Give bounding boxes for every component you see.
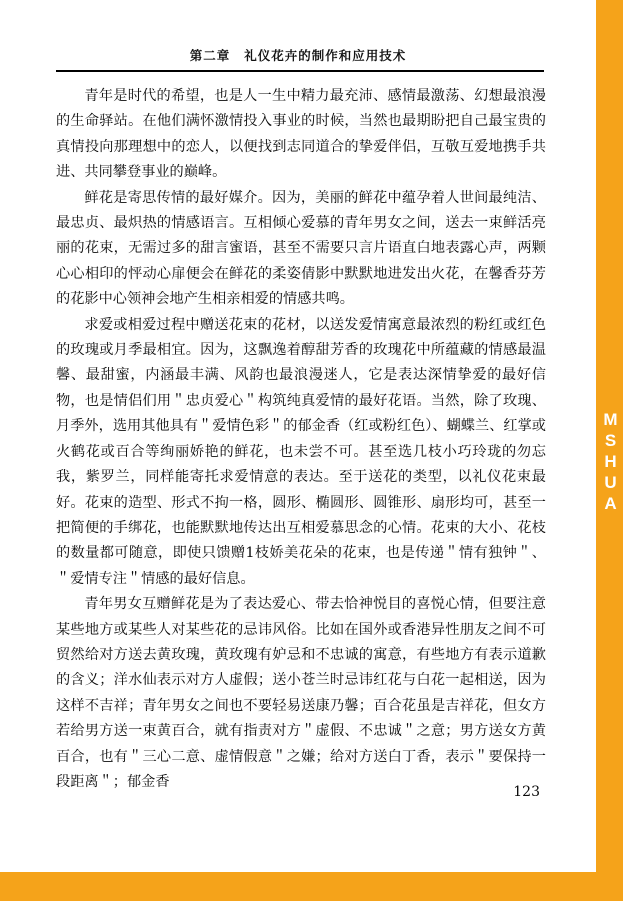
paragraph: 青年是时代的希望，也是人一生中精力最充沛、感情最激荡、幻想最浪漫的生命驿站。在他们满怀激情投入事业的时候，当然也最期盼把自己最宝贵的真情投向那理想中的恋人，以便找到志同道合的挚爱伴侣，互敬互爱地携手共进、共同攀登事业的巅峰。 xyxy=(56,88,546,181)
paragraph: 青年男女互赠鲜花是为了表达爱心、带去恰神悦目的喜悦心情，但要注意某些地方或某些人对某些花的忌讳风俗。比如在国外或香港异性朋友之间不可贸然给对方送去黄玫瑰，黄玫瑰有妒忌和不忠诚的寓意，有些地方有表示道歉的含义；洋水仙表示对方人虚假；送小苍兰时忌讳红花与白花一起相送，因为这样不吉祥；青年男女之间也不要轻易送康乃馨；百合花虽是吉祥花，但女方若给男方送一束黄百合，就有指责对方＂虚假、不忠诚＂之意；男方送女方黄百合，也有＂三心二意、虚情假意＂之嫌；给对方送白丁香，表示＂要保持一段距离＂；郁金香 xyxy=(56,596,546,790)
header-title: 礼仪花卉的制作和应用技术 xyxy=(244,48,407,63)
bottom-accent-band xyxy=(0,872,623,901)
page-number: 123 xyxy=(513,784,540,800)
running-header xyxy=(0,46,596,64)
header-rule xyxy=(56,70,544,72)
header-chapter: 第二章 xyxy=(189,48,231,63)
side-accent-strip xyxy=(596,0,623,901)
body-text xyxy=(56,84,546,795)
paragraph: 求爱或相爱过程中赠送花束的花材，以送发爱情寓意最浓烈的粉红或红色的玫瑰或月季最相宜。因为，这飘逸着醇甜芳香的玫瑰花中所蕴藏的情感最温馨、最甜蜜，内涵最丰满、风韵也最浪漫迷人，它是表达深情挚爱的最好信物，也是情侣们用＂忠贞爱心＂构筑纯真爱情的最好花语。当然，除了玫瑰、月季外，选用其他具有＂爱情色彩＂的郁金香（红或粉红色）、蝴蝶兰、红掌或火鹤花或百合等绚丽娇艳的鲜花，也未尝不可。甚至选几枝小巧玲珑的勿忘我，紫罗兰，同样能寄托求爱情意的表达。至于送花的类型，以礼仪花束最好。花束的造型、形式不拘一格，圆形、椭圆形、圆锥形、扇形均可，甚至一把简便的手绑花，也能默默地传达出互相爱慕思念的心情。花束的大小、花枝的数量都可随意，即使只馈赠1枝娇美花朵的花束，也是传递＂情有独钟＂、＂爱情专注＂情感的最好信息。 xyxy=(56,316,546,587)
watermark-text: MSHUA xyxy=(601,410,620,515)
paragraph: 鲜花是寄思传情的最好媒介。因为，美丽的鲜花中蕴孕着人世间最纯洁、最忠贞、最炽热的情感语言。互相倾心爱慕的青年男女之间，送去一束鲜活亮丽的花束，无需过多的甜言蜜语，甚至不需要只言片语直白地表露心声，两颗心心相印的怦动心扉便会在鲜花的柔姿倩影中默默地进发出火花，在馨香芬芳的花影中心领神会地产生相亲相爱的情感共鸣。 xyxy=(56,189,546,308)
